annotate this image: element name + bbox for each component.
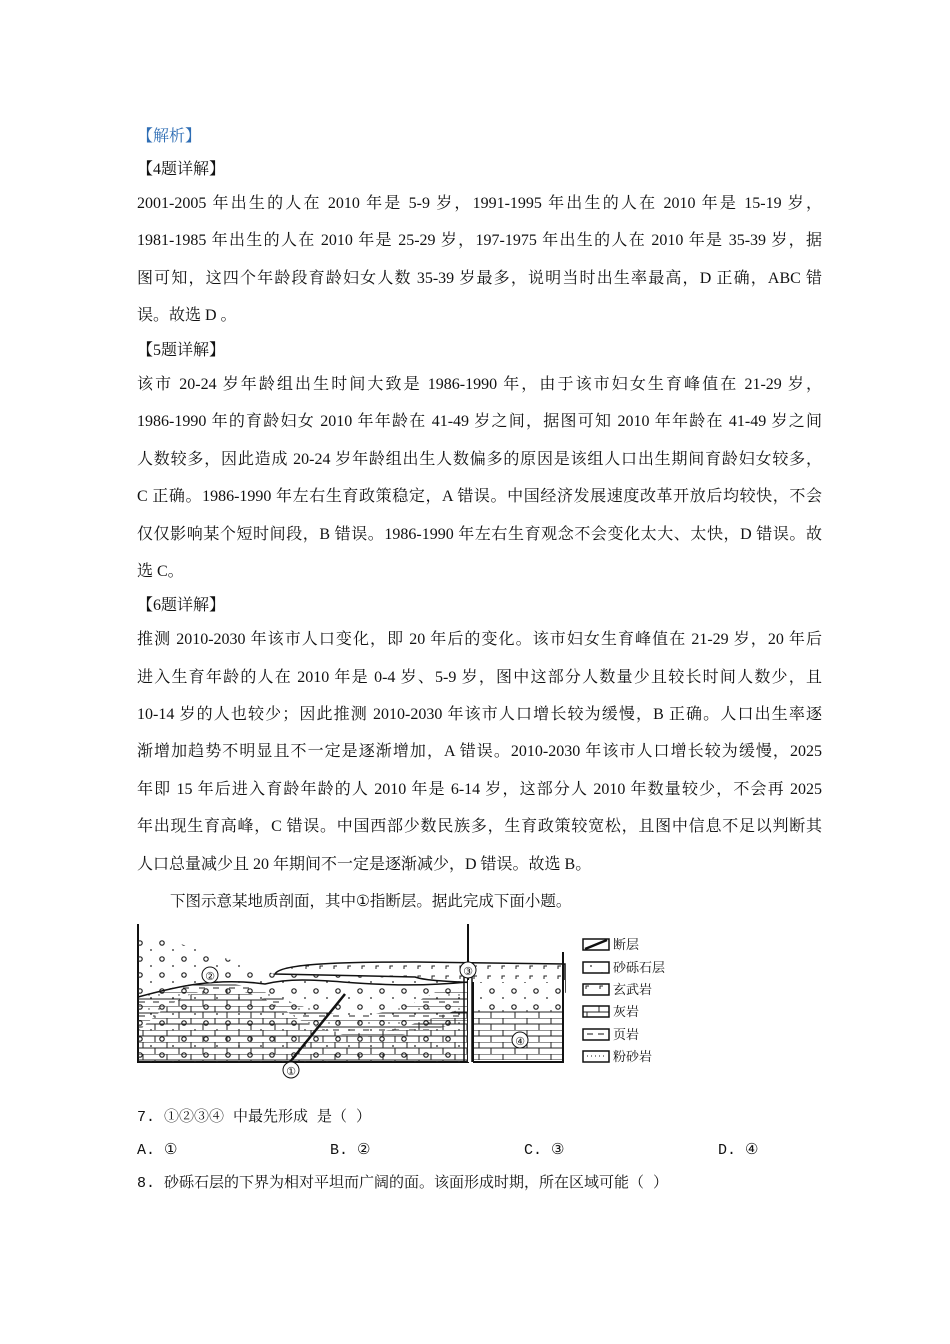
text-line: 10-14 岁的人也较少；因此推测 2010-2030 年该市人口增长较为缓慢，B 正确。人口出生率逐 xyxy=(137,706,822,723)
label-4: ④ xyxy=(515,1035,525,1048)
text-line: 1981-1985 年出生的人在 2010 年是 25-29 岁，197-1975 年出生的人在 2010 年是 35-39 岁，据 xyxy=(137,232,822,249)
legend-gravel: 砂砾石层 xyxy=(613,961,666,976)
question-7-stem: 7. ①②③④ 中最先形成 是（ ） xyxy=(137,1109,372,1126)
text-line: 2001-2005 年出生的人在 2010 年是 5-9 岁，1991-1995 年出生的人在 2010 年是 15-19 岁， xyxy=(137,195,822,212)
text-line: 选 C。 xyxy=(137,563,184,580)
label-2: ② xyxy=(205,970,215,983)
text-line: 图可知，这四个年龄段育龄妇女人数 35-39 岁最多，说明当时出生率最高，D 正确，ABC 错 xyxy=(137,270,822,287)
analysis-heading: 【解析】 xyxy=(137,128,202,145)
section-6-title: 【6题详解】 xyxy=(137,597,226,614)
text-line: 人数较多，因此造成 20-24 岁年龄组出生人数偏多的原因是该组人口出生期间育龄妇女较多， xyxy=(137,451,822,468)
text-line: 仅仅影响某个短时间段，B 错误。1986-1990 年左右生育观念不会变化太大、太快，D 错误。故 xyxy=(137,526,822,543)
text-line: 该市 20-24 岁年龄组出生时间大致是 1986-1990 年，由于该市妇女生育峰值在 21-29 岁， xyxy=(137,376,822,393)
legend-limestone: 灰岩 xyxy=(613,1005,640,1020)
legend xyxy=(583,937,665,1065)
section-4-title: 【4题详解】 xyxy=(137,161,226,178)
q7-option-c[interactable]: C. ③ xyxy=(524,1142,565,1159)
legend-fault: 断层 xyxy=(613,938,640,953)
section-5-title: 【5题详解】 xyxy=(137,342,226,359)
text-line: C 正确。1986-1990 年左右生育政策稳定，A 错误。中国经济发展速度改革开放后均较快，不会 xyxy=(137,488,822,505)
q7-option-b[interactable]: B. ② xyxy=(330,1142,371,1159)
legend-shale: 页岩 xyxy=(613,1028,640,1043)
text-line: 人口总量减少且 20 年期间不一定是逐渐减少，D 错误。故选 B。 xyxy=(137,856,592,873)
legend-basalt: 玄武岩 xyxy=(613,983,653,998)
text-line: 推测 2010-2030 年该市人口变化，即 20 年后的变化。该市妇女生育峰值在 21-29 岁，20 年后 xyxy=(137,631,822,648)
question-8-stem: 8. 砂砾石层的下界为相对平坦而广阔的面。该面形成时期，所在区域可能（ ） xyxy=(137,1175,669,1192)
label-3: ③ xyxy=(463,965,473,978)
text-line: 年即 15 年后进入育龄年龄的人 2010 年是 6-14 岁，这部分人 2010 年数量较少，不会再 2025 xyxy=(137,781,822,798)
text-line: 1986-1990 年的育龄妇女 2010 年年龄在 41-49 岁之间，据图可知 2010 年年龄在 41-49 岁之间 xyxy=(137,413,822,430)
q7-option-a[interactable]: A. ① xyxy=(137,1142,178,1159)
text-line: 误。故选 D 。 xyxy=(137,307,237,324)
legend-siltstone: 粉砂岩 xyxy=(613,1050,653,1065)
text-line: 渐增加趋势不明显且不一定是逐渐增加，A 错误。2010-2030 年该市人口增长较为缓慢，2025 xyxy=(137,743,822,760)
figure-intro: 下图示意某地质剖面，其中①指断层。据此完成下面小题。 xyxy=(170,892,572,910)
text-line: 年出现生育高峰，C 错误。中国西部少数民族多，生育政策较宽松，且图中信息不足以判断其 xyxy=(137,818,822,835)
text-line: 进入生育年龄的人在 2010 年是 0-4 岁、5-9 岁，图中这部分人数量少且较长时间人数少，且 xyxy=(137,669,822,686)
geologic-cross-section-figure xyxy=(135,922,680,1082)
q7-option-d[interactable]: D. ④ xyxy=(718,1142,759,1159)
label-1: ① xyxy=(286,1065,296,1078)
